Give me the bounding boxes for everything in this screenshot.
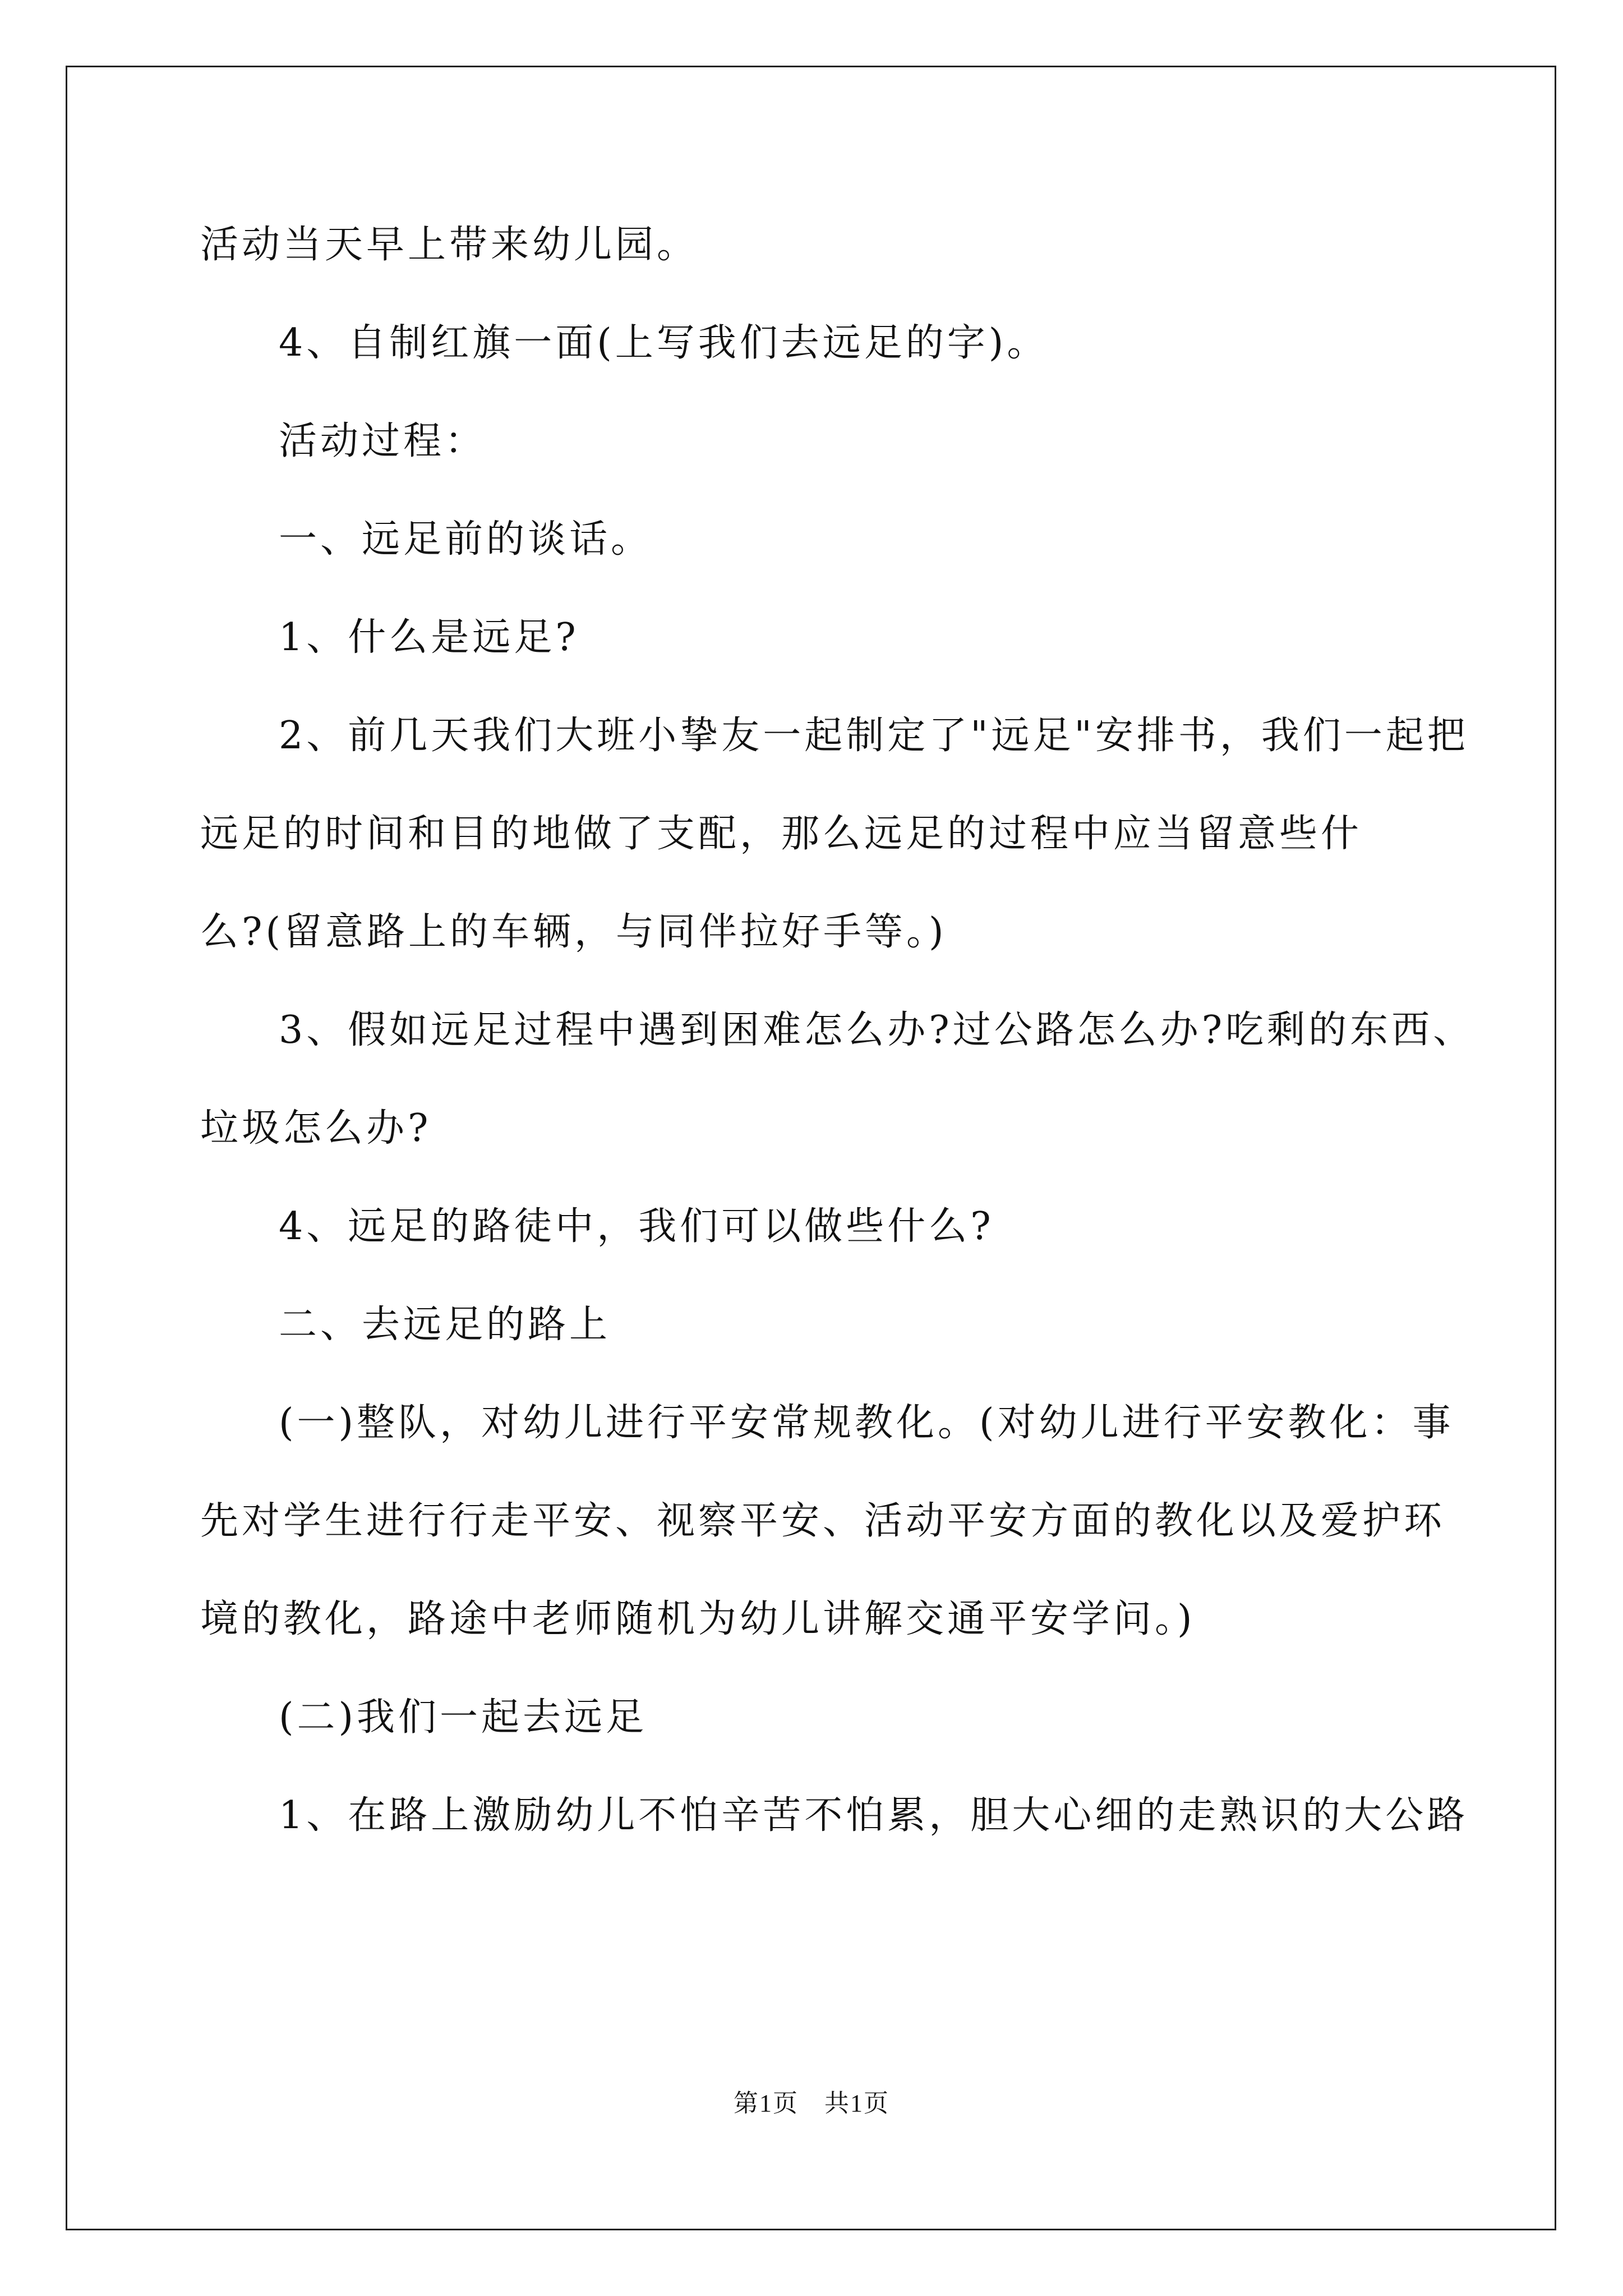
text-line: 二、去远足的路上 (279, 1303, 611, 1347)
text-line: 活动当天早上带来幼儿园。 (200, 223, 699, 267)
text-line: 4、自制红旗一面(上写我们去远足的字)。 (279, 321, 1049, 365)
page-footer: 第1页 共1页 (734, 2090, 889, 2117)
text-line: 远足的时间和目的地做了支配，那么远足的过程中应当留意些什 (200, 812, 1363, 856)
text-line: 1、什么是远足? (279, 615, 579, 660)
text-line: 一、远足前的谈话。 (279, 517, 653, 562)
text-line: 4、远足的路徒中，我们可以做些什么? (279, 1204, 994, 1249)
text-line: 活动过程： (279, 419, 487, 463)
text-line: (二)我们一起去远足 (279, 1695, 648, 1740)
text-line: 垃圾怎么办? (200, 1106, 432, 1151)
text-line: 3、假如远足过程中遇到困难怎么办?过公路怎么办?吃剩的东西、 (279, 1008, 1475, 1052)
text-line: 1、在路上激励幼儿不怕辛苦不怕累，胆大心细的走熟识的大公路 (279, 1793, 1469, 1838)
text-line: 先对学生进行行走平安、视察平安、活动平安方面的教化以及爱护环 (200, 1499, 1446, 1543)
text-line: (一)整队，对幼儿进行平安常规教化。(对幼儿进行平安教化：事 (279, 1401, 1454, 1445)
text-line: 2、前几天我们大班小挚友一起制定了"远足"安排书，我们一起把 (279, 714, 1469, 758)
text-line: 境的教化，路途中老师随机为幼儿讲解交通平安学问。) (200, 1597, 1196, 1641)
text-line: 么?(留意路上的车辆，与同伴拉好手等。) (200, 910, 947, 954)
